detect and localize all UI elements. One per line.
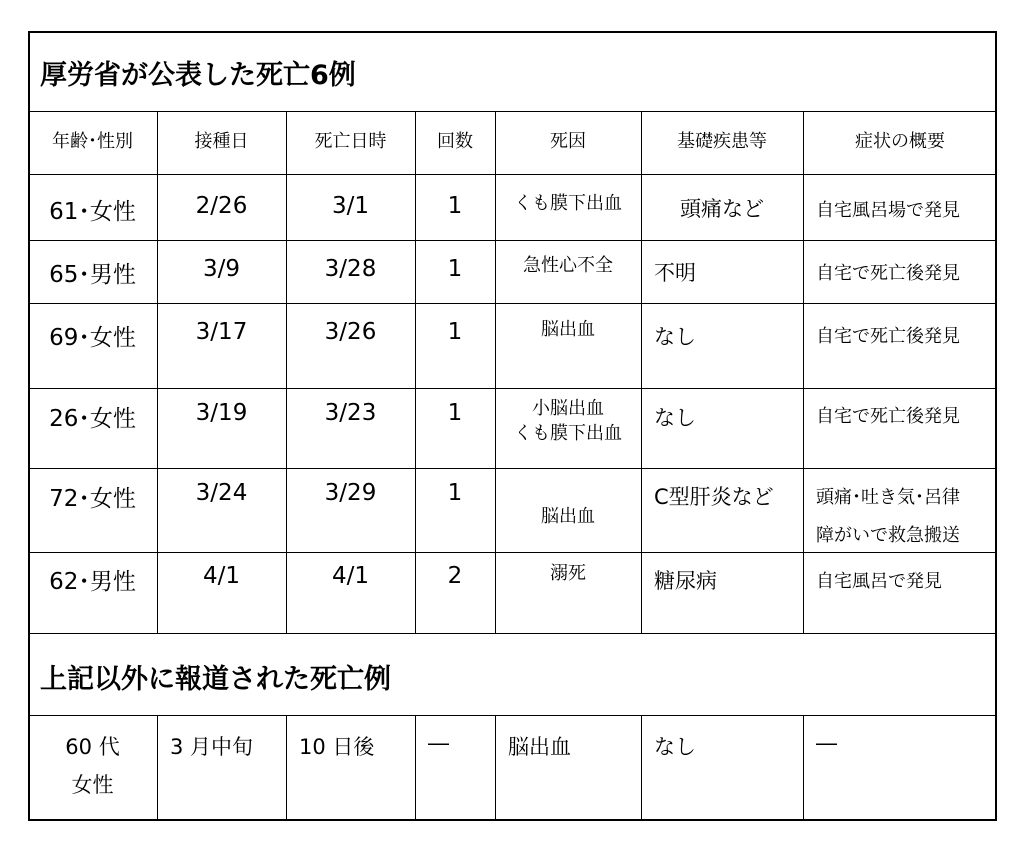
rule-row-4 [28,468,997,469]
col-line-6 [803,111,804,633]
row5-condition: C型肝炎など [654,485,774,509]
other-death-date: 10 日後 [299,735,375,759]
col-line-b5 [641,715,642,821]
row5-summary-line2: 障がいで救急搬送 [816,525,960,546]
row3-condition: なし [654,325,696,349]
row4-death-date: 3/23 [324,400,377,426]
header-count: 回数 [437,131,473,152]
col-line-5 [641,111,642,633]
header-condition: 基礎疾患等 [677,131,767,152]
row4-age: 26･女性 [49,406,136,432]
other-vaccine-date: 3 月中旬 [170,735,254,759]
row5-death-date: 3/29 [324,480,377,506]
row1-cause: くも膜下出血 [514,193,622,214]
section-title: 厚労省が公表した死亡6例 [40,60,356,91]
row6-summary: 自宅風呂で発見 [816,571,942,592]
row3-death-date: 3/26 [324,319,377,345]
row1-summary: 自宅風呂場で発見 [816,200,960,221]
other-age-line1: 60 代 [65,735,120,759]
row6-cause: 溺死 [550,563,586,584]
other-summary: ― [816,731,837,755]
row1-count: 1 [447,193,463,219]
col-line-2 [286,111,287,633]
row2-summary: 自宅で死亡後発見 [816,263,960,284]
col-line-b1 [157,715,158,821]
header-cause: 死因 [550,131,586,152]
row4-summary: 自宅で死亡後発見 [816,406,960,427]
section2-title: 上記以外に報道された死亡例 [40,664,391,695]
row3-count: 1 [447,319,463,345]
header-death-date: 死亡日時 [314,131,387,152]
row3-age: 69･女性 [49,325,136,351]
other-age-line2: 女性 [71,773,114,797]
border-bottom [28,819,997,821]
row2-condition: 不明 [654,261,696,285]
row6-count: 2 [447,563,463,589]
row2-count: 1 [447,256,463,282]
row5-cause: 脳出血 [541,506,595,527]
row6-vaccine-date: 4/1 [202,563,240,589]
col-line-b2 [286,715,287,821]
col-line-b3 [415,715,416,821]
rule-under-title [28,111,997,112]
row2-cause: 急性心不全 [523,255,613,276]
header-summary: 症状の概要 [855,131,945,152]
row1-condition: 頭痛など [680,197,764,221]
rule-row-2 [28,303,997,304]
col-line-1 [157,111,158,633]
other-count: ― [428,731,449,755]
row4-count: 1 [447,400,463,426]
row5-vaccine-date: 3/24 [195,480,248,506]
row4-cause-line1: 小脳出血 [532,398,604,419]
col-line-b6 [803,715,804,821]
rule-row-5 [28,552,997,553]
row6-age: 62･男性 [49,569,136,595]
death-cases-table [28,31,997,821]
row2-vaccine-date: 3/9 [202,256,240,282]
border-top [28,31,997,33]
header-vaccine-date: 接種日 [194,131,249,152]
row1-age: 61･女性 [49,199,136,225]
row2-death-date: 3/28 [324,256,377,282]
header-age: 年齢･性別 [52,131,133,152]
row6-death-date: 4/1 [331,563,369,589]
row3-summary: 自宅で死亡後発見 [816,326,960,347]
row4-cause-line2: くも膜下出血 [514,423,622,444]
rule-row-6 [28,633,997,634]
row5-age: 72･女性 [49,486,136,512]
row5-count: 1 [447,480,463,506]
row1-death-date: 3/1 [331,193,369,219]
col-line-b4 [495,715,496,821]
rule-under-header [28,174,997,175]
row4-condition: なし [654,406,696,430]
other-cause: 脳出血 [508,735,571,759]
other-condition: なし [654,735,696,759]
row5-summary-line1: 頭痛･吐き気･呂律 [816,487,960,508]
rule-row-3 [28,388,997,389]
row3-vaccine-date: 3/17 [195,319,248,345]
rule-under-title-2 [28,715,997,716]
rule-row-1 [28,240,997,241]
col-line-3 [415,111,416,633]
row4-vaccine-date: 3/19 [195,400,248,426]
row2-age: 65･男性 [49,262,136,288]
row3-cause: 脳出血 [541,319,595,340]
row6-condition: 糖尿病 [654,569,717,593]
row1-vaccine-date: 2/26 [195,193,248,219]
